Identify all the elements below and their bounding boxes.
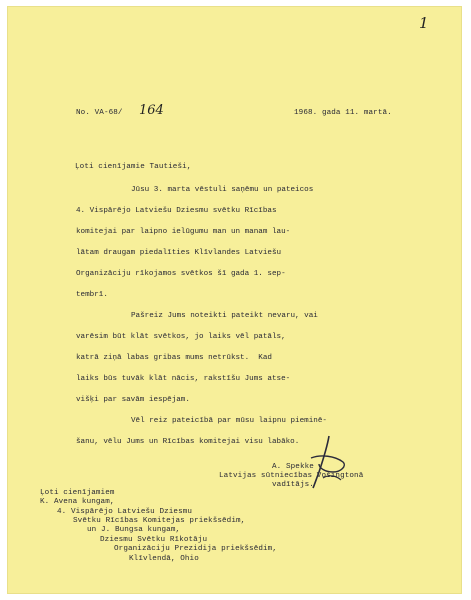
signatory-title: Latvijas sūtniecības Vošingtonā bbox=[219, 472, 364, 480]
recipient-line: un J. Bungsa kungam, bbox=[87, 526, 181, 534]
recipient-line: Svētku Rīcības Komitejas priekšsēdim, bbox=[73, 517, 246, 525]
paragraph-line: 4. Vispārējo Latviešu Dziesmu svētku Rīcības bbox=[76, 207, 277, 215]
paragraph-line: komitejai par laipno ielūgumu man un manam lau- bbox=[76, 228, 291, 236]
paragraph-line: katrā ziņā labas gribas mums netrūkst. Kad bbox=[76, 354, 272, 362]
paragraph-line: tembrī. bbox=[76, 291, 108, 299]
recipient-line: Dziesmu Svētku Rīkotāju bbox=[100, 536, 208, 544]
paragraph-line: Jūsu 3. marta vēstuli saņēmu un pateicos bbox=[131, 186, 314, 194]
recipient-line: 4. Vispārējo Latviešu Dziesmu bbox=[57, 508, 193, 516]
reference-number-handwritten: 164 bbox=[139, 103, 164, 118]
paragraph-line: Vēl reiz pateicībā par mūsu laipnu pieminē- bbox=[131, 417, 327, 425]
signatory-title: vadītājs. bbox=[272, 481, 314, 489]
page-number: 1 bbox=[419, 14, 429, 32]
letter-page bbox=[7, 6, 462, 594]
recipient-line: Klīvlendā, Ohio bbox=[129, 555, 199, 563]
paragraph-line: laiks būs tuvāk klāt nācis, rakstīšu Jums atse- bbox=[76, 375, 291, 383]
letter-date: 1968. gada 11. martā. bbox=[294, 109, 392, 117]
recipient-line: Organizāciju Prezidija priekšsēdim, bbox=[114, 545, 277, 553]
reference-number-prefix: No. VA-68/ bbox=[76, 109, 123, 117]
recipient-line: Ļoti cienījamiem bbox=[40, 489, 115, 497]
paragraph-line: šanu, vēlu Jums un Rīcības komitejai visu labāko. bbox=[76, 438, 300, 446]
signatory-name: A. Spekke bbox=[272, 463, 314, 471]
paragraph-line: lātam draugam piedalīties Klīvlandes Latviešu bbox=[76, 249, 282, 257]
paragraph-line: Organizāciju rīkojamos svētkos šī gada 1. sep- bbox=[76, 270, 286, 278]
paragraph-line: višķi par savām iespējam. bbox=[76, 396, 190, 404]
salutation: Ļoti cienījamie Tautieši, bbox=[75, 163, 192, 171]
paragraph-line: varēsim būt klāt svētkos, jo laiks vēl patāls, bbox=[76, 333, 286, 341]
paragraph-line: Pašreiz Jums noteikti pateikt nevaru, vai bbox=[131, 312, 318, 320]
recipient-line: K. Avena kungam, bbox=[40, 498, 115, 506]
